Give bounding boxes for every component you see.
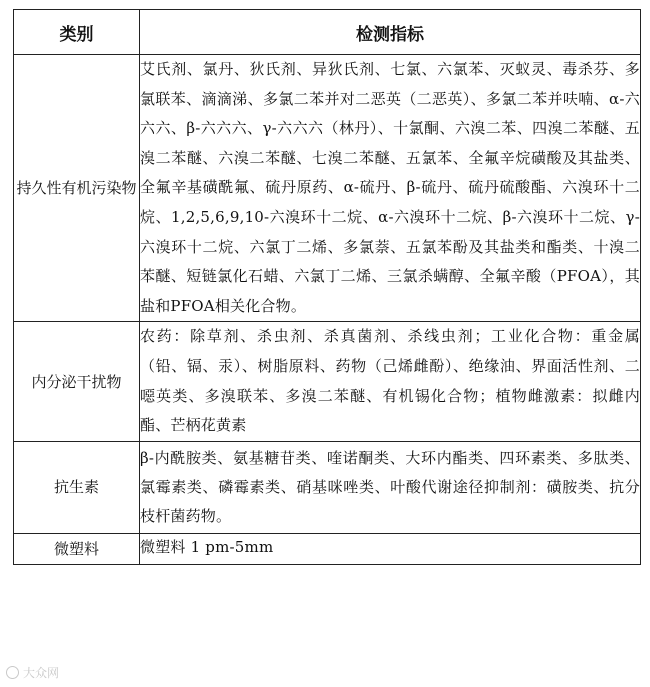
watermark-text: 大众网 [23, 666, 60, 680]
header-category: 类别 [14, 10, 140, 55]
category-cell: 内分泌干扰物 [14, 322, 140, 441]
indicators-cell: β-内酰胺类、氨基糖苷类、喹诺酮类、大环内酯类、四环素类、多肽类、氯霉素类、磷霉素类、硝基咪唑类、叶酸代谢途径抑制剂：磺胺类、抗分枝杆菌药物。 [140, 441, 641, 533]
table-row [14, 322, 641, 441]
pollutant-table [13, 9, 641, 565]
header-indicators: 检测指标 [140, 10, 641, 55]
category-cell: 微塑料 [14, 533, 140, 564]
table-header-row [14, 10, 641, 55]
indicators-cell: 微塑料 1 pm-5mm [140, 533, 641, 564]
watermark-logo-icon [6, 666, 19, 679]
category-cell: 抗生素 [14, 441, 140, 533]
table-row [14, 533, 641, 564]
table-row [14, 55, 641, 322]
category-cell: 持久性有机污染物 [14, 55, 140, 322]
table-row [14, 441, 641, 533]
indicators-cell: 艾氏剂、氯丹、狄氏剂、异狄氏剂、七氯、六氯苯、灭蚁灵、毒杀芬、多氯联苯、滴滴涕、多氯二苯并对二恶英（二恶英）、多氯二苯并呋喃、α-六六六、β-六六六、γ-六六六（林丹）、十氯酮、六溴二苯、四溴二苯醚、五溴二苯醚、六溴二苯醚、七溴二苯醚、五氯苯、全氟辛烷磺酸及其盐类、全氟辛基磺酰氟、硫丹原药、α-硫丹、β-硫丹、硫丹硫酸酯、六溴环十二烷、1,2,5,6,9,10-六溴环十二烷、α-六溴环十二烷、β-六溴环十二烷、γ-六溴环十二烷、六氯丁二烯、多氯萘、五氯苯酚及其盐类和酯类、十溴二苯醚、短链氯化石蜡、六氯丁二烯、三氯杀螨醇、全氟辛酸（PFOA），其盐和PFOA相关化合物。 [140, 55, 641, 322]
indicators-cell: 农药：除草剂、杀虫剂、杀真菌剂、杀线虫剂；工业化合物：重金属（铅、镉、汞）、树脂原料、药物（己烯雌酚）、绝缘油、界面活性剂、二噁英类、多溴联苯、多溴二苯醚、有机锡化合物；植物雌激素：拟雌内酯、芒柄花黄素 [140, 322, 641, 441]
watermark [6, 664, 59, 681]
